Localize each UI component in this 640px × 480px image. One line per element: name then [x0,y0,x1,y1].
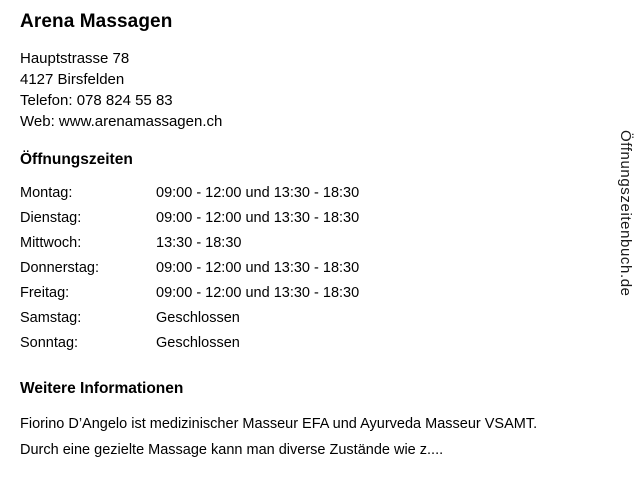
table-row [20,334,359,359]
phone-line: Telefon: 078 824 55 83 [20,92,173,109]
hours-day-label: Samstag: [20,310,82,326]
info-paragraph-2: Durch eine gezielte Massage kann man diverse Zustände wie z.... [20,442,444,458]
watermark-brand-label: Öffnungszeitenbuch.de [617,130,634,297]
page-title: Arena Massagen [20,11,173,32]
address-city: 4127 Birsfelden [20,71,125,88]
opening-hours-heading: Öffnungszeiten [20,151,133,168]
web-line: Web: www.arenamassagen.ch [20,113,223,130]
hours-day-label: Freitag: [20,285,70,301]
more-information-heading: Weitere Informationen [20,380,184,397]
table-row [20,309,359,334]
hours-day-label: Sonntag: [20,335,79,351]
opening-hours-table [20,184,359,359]
hours-day-label: Mittwoch: [20,235,82,251]
hours-time-value: 09:00 - 12:00 und 13:30 - 18:30 [156,285,360,301]
table-row [20,234,359,259]
hours-day-label: Donnerstag: [20,260,99,276]
table-row [20,259,359,284]
address-block [20,48,590,132]
hours-time-value: Geschlossen [156,310,240,326]
hours-time-value: 09:00 - 12:00 und 13:30 - 18:30 [156,185,360,201]
hours-time-value: 09:00 - 12:00 und 13:30 - 18:30 [156,210,360,226]
hours-time-value: Geschlossen [156,335,240,351]
table-row [20,184,359,209]
hours-day-label: Montag: [20,185,73,201]
hours-time-value: 09:00 - 12:00 und 13:30 - 18:30 [156,260,360,276]
table-row [20,284,359,309]
listing-content [20,10,590,465]
hours-day-label: Dienstag: [20,210,82,226]
address-street: Hauptstrasse 78 [20,50,130,67]
info-paragraph-1: Fiorino D’Angelo ist medizinischer Masseur EFA und Ayurveda Masseur VSAMT. [20,416,538,432]
table-row [20,209,359,234]
hours-time-value: 13:30 - 18:30 [156,235,242,251]
